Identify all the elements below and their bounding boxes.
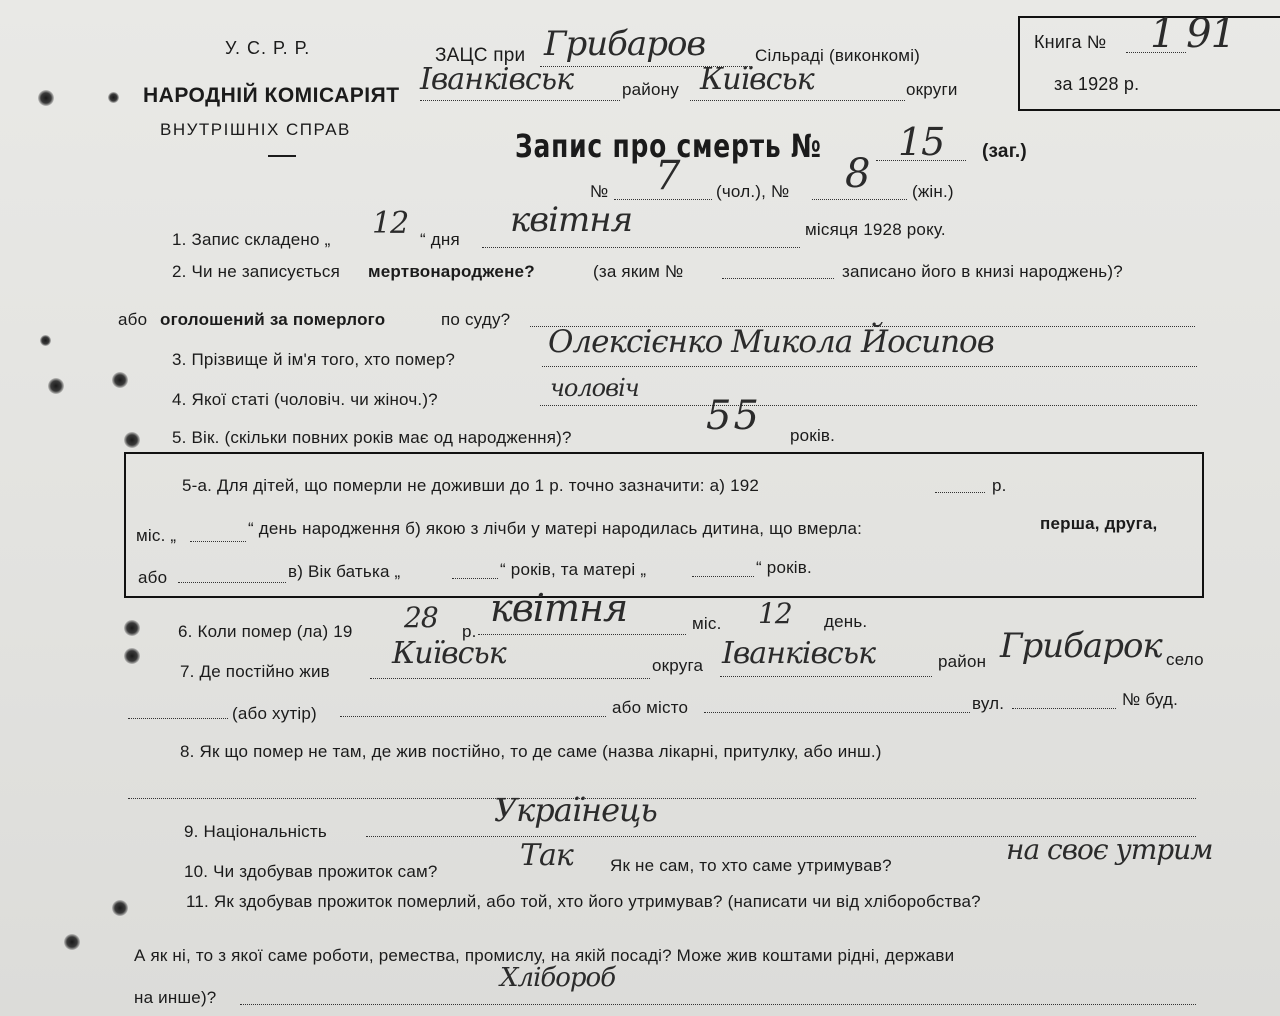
department-label: ВНУТРІШНІХ СПРАВ bbox=[160, 120, 351, 139]
box-5a-month-prefix: міс. „ bbox=[136, 526, 177, 545]
field-7-district-handwritten: Іванківськ bbox=[722, 636, 875, 671]
book-number-line bbox=[1126, 52, 1186, 53]
field-2-prefix: 2. Чи не записується bbox=[172, 262, 340, 281]
field-7-district-label: район bbox=[938, 652, 987, 671]
punch-hole bbox=[124, 432, 140, 448]
field-6-month-handwritten: квітня bbox=[490, 586, 628, 630]
field-7-okruha-label: округа bbox=[652, 656, 704, 675]
field-11-line bbox=[240, 1004, 1196, 1005]
punch-hole bbox=[64, 934, 80, 950]
field-6-month-line bbox=[478, 634, 686, 635]
book-number-box bbox=[1018, 11, 1280, 111]
field-2-birth-no: (за яким № bbox=[593, 262, 684, 281]
record-number-line bbox=[876, 160, 966, 161]
field-11-line2: А як ні, то з якої саме роботи, ремества, промислу, на якій посаді? Може жив коштами рідні, держави bbox=[134, 946, 955, 965]
field-9-label: 9. Національність bbox=[184, 822, 327, 841]
field-10-supporter-label: Як не сам, то хто саме утримував? bbox=[610, 856, 892, 875]
book-label: Книга № bbox=[1034, 32, 1107, 52]
field-7-village-handwritten: Грибарок bbox=[1000, 626, 1162, 666]
box-5a-father-age: в) Вік батька „ bbox=[288, 562, 401, 581]
field-9-nationality-handwritten: Українець bbox=[494, 791, 657, 829]
field-7-street-line bbox=[1012, 708, 1116, 709]
republic-label: У. С. Р. Р. bbox=[225, 38, 311, 58]
record-number-handwritten: 15 bbox=[898, 120, 945, 164]
field-7-district-line bbox=[720, 676, 932, 677]
zags-okruha-handwritten: Київськ bbox=[700, 62, 814, 97]
punch-hole bbox=[108, 92, 119, 103]
field-7-farm-line bbox=[340, 716, 606, 717]
field-6-day-handwritten: 12 bbox=[758, 597, 792, 630]
field-1-day-suffix: “ дня bbox=[420, 230, 460, 249]
box-5a-mother-line bbox=[692, 576, 754, 577]
field-5-label: 5. Вік. (скільки повних років має од народження)? bbox=[172, 428, 572, 447]
box-5a-year-suffix: р. bbox=[992, 476, 1007, 495]
field-11-line1: 11. Як здобував прожиток померлий, або той, хто його утримував? (написати чи від хліборобства? bbox=[186, 892, 981, 911]
field-2-declared-dead: оголошений за померлого bbox=[160, 310, 386, 329]
field-1-suffix: місяця 1928 року. bbox=[805, 220, 946, 239]
punch-hole bbox=[112, 372, 128, 388]
male-number-handwritten: 7 bbox=[655, 153, 680, 199]
field-7-okruha-line bbox=[370, 678, 650, 679]
female-number-handwritten: 8 bbox=[845, 151, 870, 197]
field-6-prefix: 6. Коли помер (ла) 19 bbox=[178, 622, 353, 641]
female-number-line bbox=[812, 199, 907, 200]
field-11-line3: на инше)? bbox=[134, 988, 217, 1007]
field-4-line bbox=[540, 405, 1197, 406]
box-5a-birth-order: “ день народження б) якою з лічби у матері народилась дитина, що вмерла: bbox=[248, 519, 863, 538]
field-7-village-label: село bbox=[1166, 650, 1204, 669]
male-label: (чол.), № bbox=[716, 182, 790, 201]
male-no-sign: № bbox=[590, 182, 609, 201]
field-2-stillborn: мертвонароджене? bbox=[368, 262, 535, 281]
commissariat-label: НАРОДНІЙ КОМІСАРІЯТ bbox=[143, 84, 400, 107]
field-5-age-handwritten: 55 bbox=[706, 393, 761, 439]
zags-prefix: ЗАЦС при bbox=[435, 45, 526, 66]
header-divider bbox=[268, 155, 296, 157]
punch-hole bbox=[124, 620, 140, 636]
zags-okruha-label: округи bbox=[906, 80, 958, 99]
zags-council-label: Сільраді (виконкомі) bbox=[755, 46, 921, 65]
field-7-city-label: або місто bbox=[612, 698, 689, 717]
record-total-label: (заг.) bbox=[982, 141, 1027, 162]
book-year: за 1928 р. bbox=[1054, 74, 1140, 94]
field-8-label: 8. Як що помер не там, де жив постійно, то де саме (назва лікарні, притулку, або инш.) bbox=[180, 742, 882, 761]
field-7-prefix: 7. Де постійно жив bbox=[180, 662, 330, 681]
box-5a-year-line bbox=[935, 492, 985, 493]
field-1-month-line bbox=[482, 247, 800, 248]
field-10-self-handwritten: Так bbox=[520, 838, 573, 873]
zags-district-handwritten: Іванківськ bbox=[420, 62, 573, 97]
book-number-handwritten: 1 91 bbox=[1150, 11, 1236, 57]
box-5a-father-line bbox=[452, 578, 498, 579]
field-11-occupation-handwritten: Хлібороб bbox=[500, 963, 616, 993]
field-4-sex-handwritten: чоловіч bbox=[550, 374, 639, 402]
box-5a-line1: 5-а. Для дітей, що померли не доживши до 1 р. точно зазначити: а) 192 bbox=[182, 476, 760, 495]
field-7-street-label: вул. bbox=[972, 694, 1005, 713]
field-7-farm-label: (або хутір) bbox=[232, 704, 317, 723]
field-6-month-label: міс. bbox=[692, 614, 722, 633]
box-5a-mother-age: “ років, та матері „ bbox=[500, 560, 647, 579]
field-2-by-court: по суду? bbox=[441, 310, 511, 329]
field-2-birth-book: записано його в книзі народжень)? bbox=[842, 262, 1123, 281]
zags-okruha-line bbox=[690, 100, 905, 101]
field-8-line bbox=[128, 798, 1196, 799]
field-5-unit: років. bbox=[790, 426, 836, 445]
box-5a-month-line bbox=[190, 541, 246, 542]
field-10-supporter-handwritten: на своє утрим bbox=[1006, 833, 1213, 866]
field-7-city-line bbox=[704, 712, 970, 713]
record-title: Запис про смерть № bbox=[515, 127, 822, 165]
zags-district-line bbox=[420, 100, 620, 101]
zags-village-handwritten: Грибаров bbox=[544, 24, 706, 64]
field-6-year-suffix: р. bbox=[462, 622, 477, 641]
punch-hole bbox=[48, 378, 64, 394]
field-7-farm-pre-line bbox=[128, 718, 228, 719]
field-7-okruha-handwritten: Київськ bbox=[392, 636, 506, 671]
punch-hole bbox=[38, 90, 54, 106]
box-5a-or: або bbox=[138, 568, 168, 587]
box-5a-first-second: перша, друга, bbox=[1040, 514, 1158, 533]
field-6-year-handwritten: 28 bbox=[404, 601, 438, 634]
punch-hole bbox=[124, 648, 140, 664]
field-1-prefix: 1. Запис складено „ bbox=[172, 230, 331, 249]
female-label: (жін.) bbox=[912, 182, 954, 201]
field-4-label: 4. Якої статі (чоловіч. чи жіноч.)? bbox=[172, 390, 438, 409]
box-5a-years: “ років. bbox=[756, 558, 812, 577]
zags-district-label: району bbox=[622, 80, 679, 99]
punch-hole bbox=[40, 335, 51, 346]
field-7-house-label: № буд. bbox=[1122, 690, 1179, 709]
field-3-label: 3. Прізвище й ім'я того, хто помер? bbox=[172, 350, 456, 369]
field-6-day-label: день. bbox=[824, 612, 868, 631]
field-2-birth-no-line bbox=[722, 278, 834, 279]
box-5a-or-line bbox=[178, 582, 286, 583]
field-2-or: або bbox=[118, 310, 148, 329]
punch-hole bbox=[112, 900, 128, 916]
field-10-label: 10. Чи здобував прожиток сам? bbox=[184, 862, 438, 881]
field-1-day-handwritten: 12 bbox=[372, 206, 409, 241]
field-1-month-handwritten: квітня bbox=[510, 200, 633, 240]
field-3-name-handwritten: Олексієнко Микола Йосипов bbox=[548, 324, 994, 360]
field-3-line bbox=[542, 366, 1197, 367]
